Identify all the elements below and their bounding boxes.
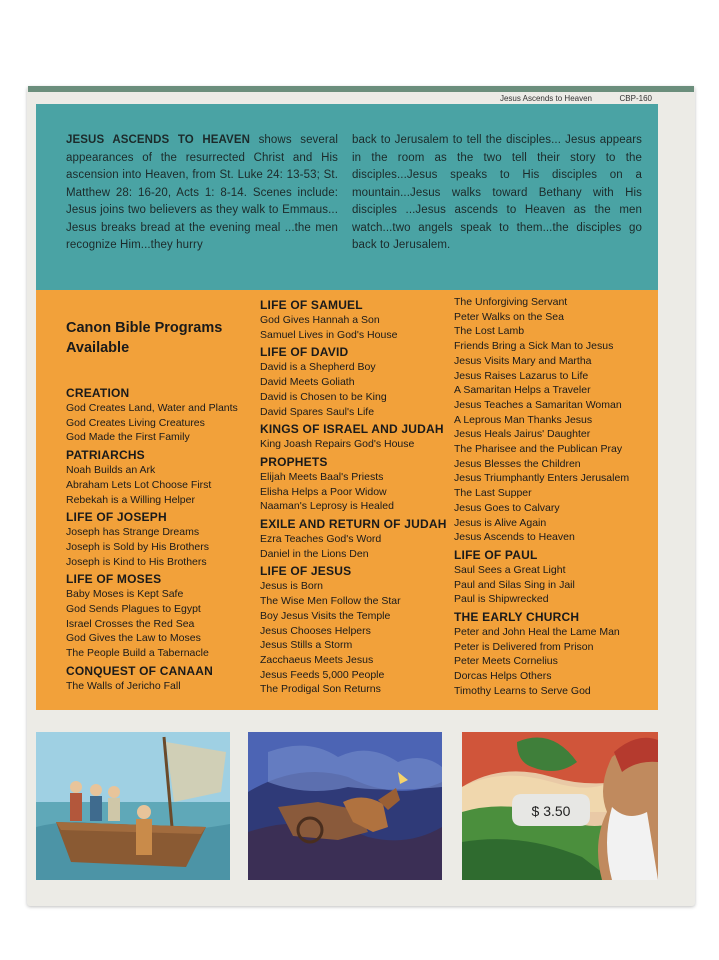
program-title: Joseph has Strange Dreams: [66, 526, 200, 539]
program-title: The Wise Men Follow the Star: [260, 595, 401, 608]
program-title: The Last Supper: [454, 487, 532, 500]
bearded-man-landscape-illustration: [462, 732, 658, 880]
program-title: Timothy Learns to Serve God: [454, 684, 591, 697]
boat-scene-illustration: [36, 732, 230, 880]
program-title: The Walls of Jericho Fall: [66, 679, 181, 692]
program-title: Peter and John Heal the Lame Man: [454, 626, 620, 639]
program-title: Elijah Meets Baal's Priests: [260, 470, 384, 483]
program-title: Samuel Lives in God's House: [260, 328, 398, 341]
category-heading: CONQUEST OF CANAAN: [66, 663, 213, 678]
category-heading: PROPHETS: [260, 454, 328, 469]
category-heading: EXILE AND RETURN OF JUDAH: [260, 517, 447, 532]
program-title: Israel Crosses the Red Sea: [66, 617, 195, 630]
program-title: Rebekah is a Willing Helper: [66, 493, 195, 506]
program-title: The People Build a Tabernacle: [66, 647, 209, 660]
program-title: King Joash Repairs God's House: [260, 438, 415, 451]
program-column-2: [260, 295, 447, 697]
category-heading: KINGS OF ISRAEL AND JUDAH: [260, 422, 444, 437]
program-title: God Sends Plagues to Egypt: [66, 603, 201, 616]
category-heading: CREATION: [66, 386, 130, 400]
program-title: Peter is Delivered from Prison: [454, 640, 594, 653]
program-title: Jesus is Born: [260, 580, 324, 593]
program-list-panel: [36, 290, 658, 710]
program-title: Jesus Teaches a Samaritan Woman: [454, 398, 622, 411]
program-title: A Samaritan Helps a Traveler: [454, 384, 591, 397]
description-text-1: shows several appearances of the resurrected Christ and His ascension into Heaven, from St. Luke 24: 13-53; St. Matthew 28: 16-20, Acts 1: 8-14. Scenes include: Jesus joins two believers as they walk to Emmaus... Jesus breaks bread at the evening meal ...the men recognize Him...they hurry: [66, 134, 338, 251]
program-title: God Gives the Law to Moses: [66, 632, 201, 645]
description-panel: [36, 104, 658, 290]
program-title: Jesus Chooses Helpers: [260, 624, 371, 637]
program-title: Paul and Silas Sing in Jail: [454, 578, 575, 591]
price-sticker: $ 3.50: [531, 803, 571, 819]
program-title: The Unforgiving Servant: [454, 296, 568, 308]
program-title: Elisha Helps a Poor Widow: [260, 485, 387, 498]
program-title: Jesus Goes to Calvary: [454, 501, 560, 514]
category-heading: PATRIARCHS: [66, 448, 145, 463]
program-title: Baby Moses is Kept Safe: [66, 588, 184, 601]
program-title: Jesus Feeds 5,000 People: [260, 668, 385, 681]
program-title: Daniel in the Lions Den: [260, 547, 369, 560]
program-title: Zacchaeus Meets Jesus: [260, 653, 374, 666]
program-title: Friends Bring a Sick Man to Jesus: [454, 340, 614, 353]
category-heading: LIFE OF DAVID: [260, 345, 349, 360]
program-title: God Creates Living Creatures: [66, 416, 205, 429]
header-title: Jesus Ascends to Heaven: [499, 94, 592, 103]
program-title: The Lost Lamb: [454, 325, 525, 338]
description-column-1: [66, 132, 338, 255]
program-title: The Pharisee and the Publican Pray: [454, 443, 623, 456]
program-title: A Leprous Man Thanks Jesus: [454, 413, 593, 426]
program-title: David is a Shepherd Boy: [260, 361, 376, 374]
program-title: David is Chosen to be King: [260, 390, 387, 403]
category-heading: LIFE OF JOSEPH: [66, 510, 167, 525]
program-column-3: [454, 295, 629, 699]
program-title: Joseph is Sold by His Brothers: [66, 540, 209, 553]
program-title: Jesus Ascends to Heaven: [454, 531, 575, 544]
program-title: Saul Sees a Great Light: [454, 563, 566, 576]
category-heading: LIFE OF MOSES: [66, 572, 162, 587]
program-title: Dorcas Helps Others: [454, 670, 552, 683]
program-title: Naaman's Leprosy is Healed: [260, 500, 394, 513]
description-title: JESUS ASCENDS TO HEAVEN: [66, 134, 251, 146]
program-column-1: [66, 318, 241, 694]
program-title: Joseph is Kind to His Brothers: [66, 555, 207, 568]
program-title: Peter Meets Cornelius: [454, 655, 558, 668]
program-title: Jesus Visits Mary and Martha: [454, 354, 592, 367]
category-heading: LIFE OF SAMUEL: [260, 298, 363, 312]
program-title: Jesus Blesses the Children: [454, 457, 581, 470]
program-title: God Creates Land, Water and Plants: [66, 402, 238, 414]
program-title: God Gives Hannah a Son: [260, 314, 380, 326]
program-title: God Made the First Family: [66, 431, 190, 444]
programs-heading: Canon Bible Programs Available: [66, 320, 223, 356]
program-title: Abraham Lets Lot Choose First: [66, 478, 212, 491]
program-title: The Prodigal Son Returns: [260, 683, 381, 696]
header-code: CBP-160: [619, 94, 652, 103]
program-title: Peter Walks on the Sea: [454, 310, 564, 323]
program-title: Jesus is Alive Again: [454, 516, 547, 529]
program-title: Boy Jesus Visits the Temple: [260, 609, 391, 622]
storm-horse-chariot-illustration: [248, 732, 442, 880]
program-title: Noah Builds an Ark: [66, 464, 156, 477]
description-column-2: back to Jerusalem to tell the disciples... Jesus appears in the room as the two tell their story to the disciples...Jesus speaks to His disciples on a mountain...Jesus walks toward Bethany with His disciples ...Jesus ascends to Heaven as the men watch...two angels speak to them...the disciples go back to Jerusalem.: [352, 134, 642, 251]
program-title: Jesus Heals Jairus' Daughter: [454, 428, 591, 441]
category-heading: LIFE OF JESUS: [260, 564, 352, 579]
program-title: David Spares Saul's Life: [260, 405, 375, 418]
program-title: Paul is Shipwrecked: [454, 593, 549, 606]
program-title: Jesus Stills a Storm: [260, 639, 353, 652]
category-heading: THE EARLY CHURCH: [454, 610, 580, 625]
program-title: Ezra Teaches God's Word: [260, 533, 382, 546]
program-title: David Meets Goliath: [260, 376, 355, 389]
category-heading: LIFE OF PAUL: [454, 547, 538, 562]
program-title: Jesus Raises Lazarus to Life: [454, 369, 589, 382]
program-title: Jesus Triumphantly Enters Jerusalem: [454, 472, 630, 485]
